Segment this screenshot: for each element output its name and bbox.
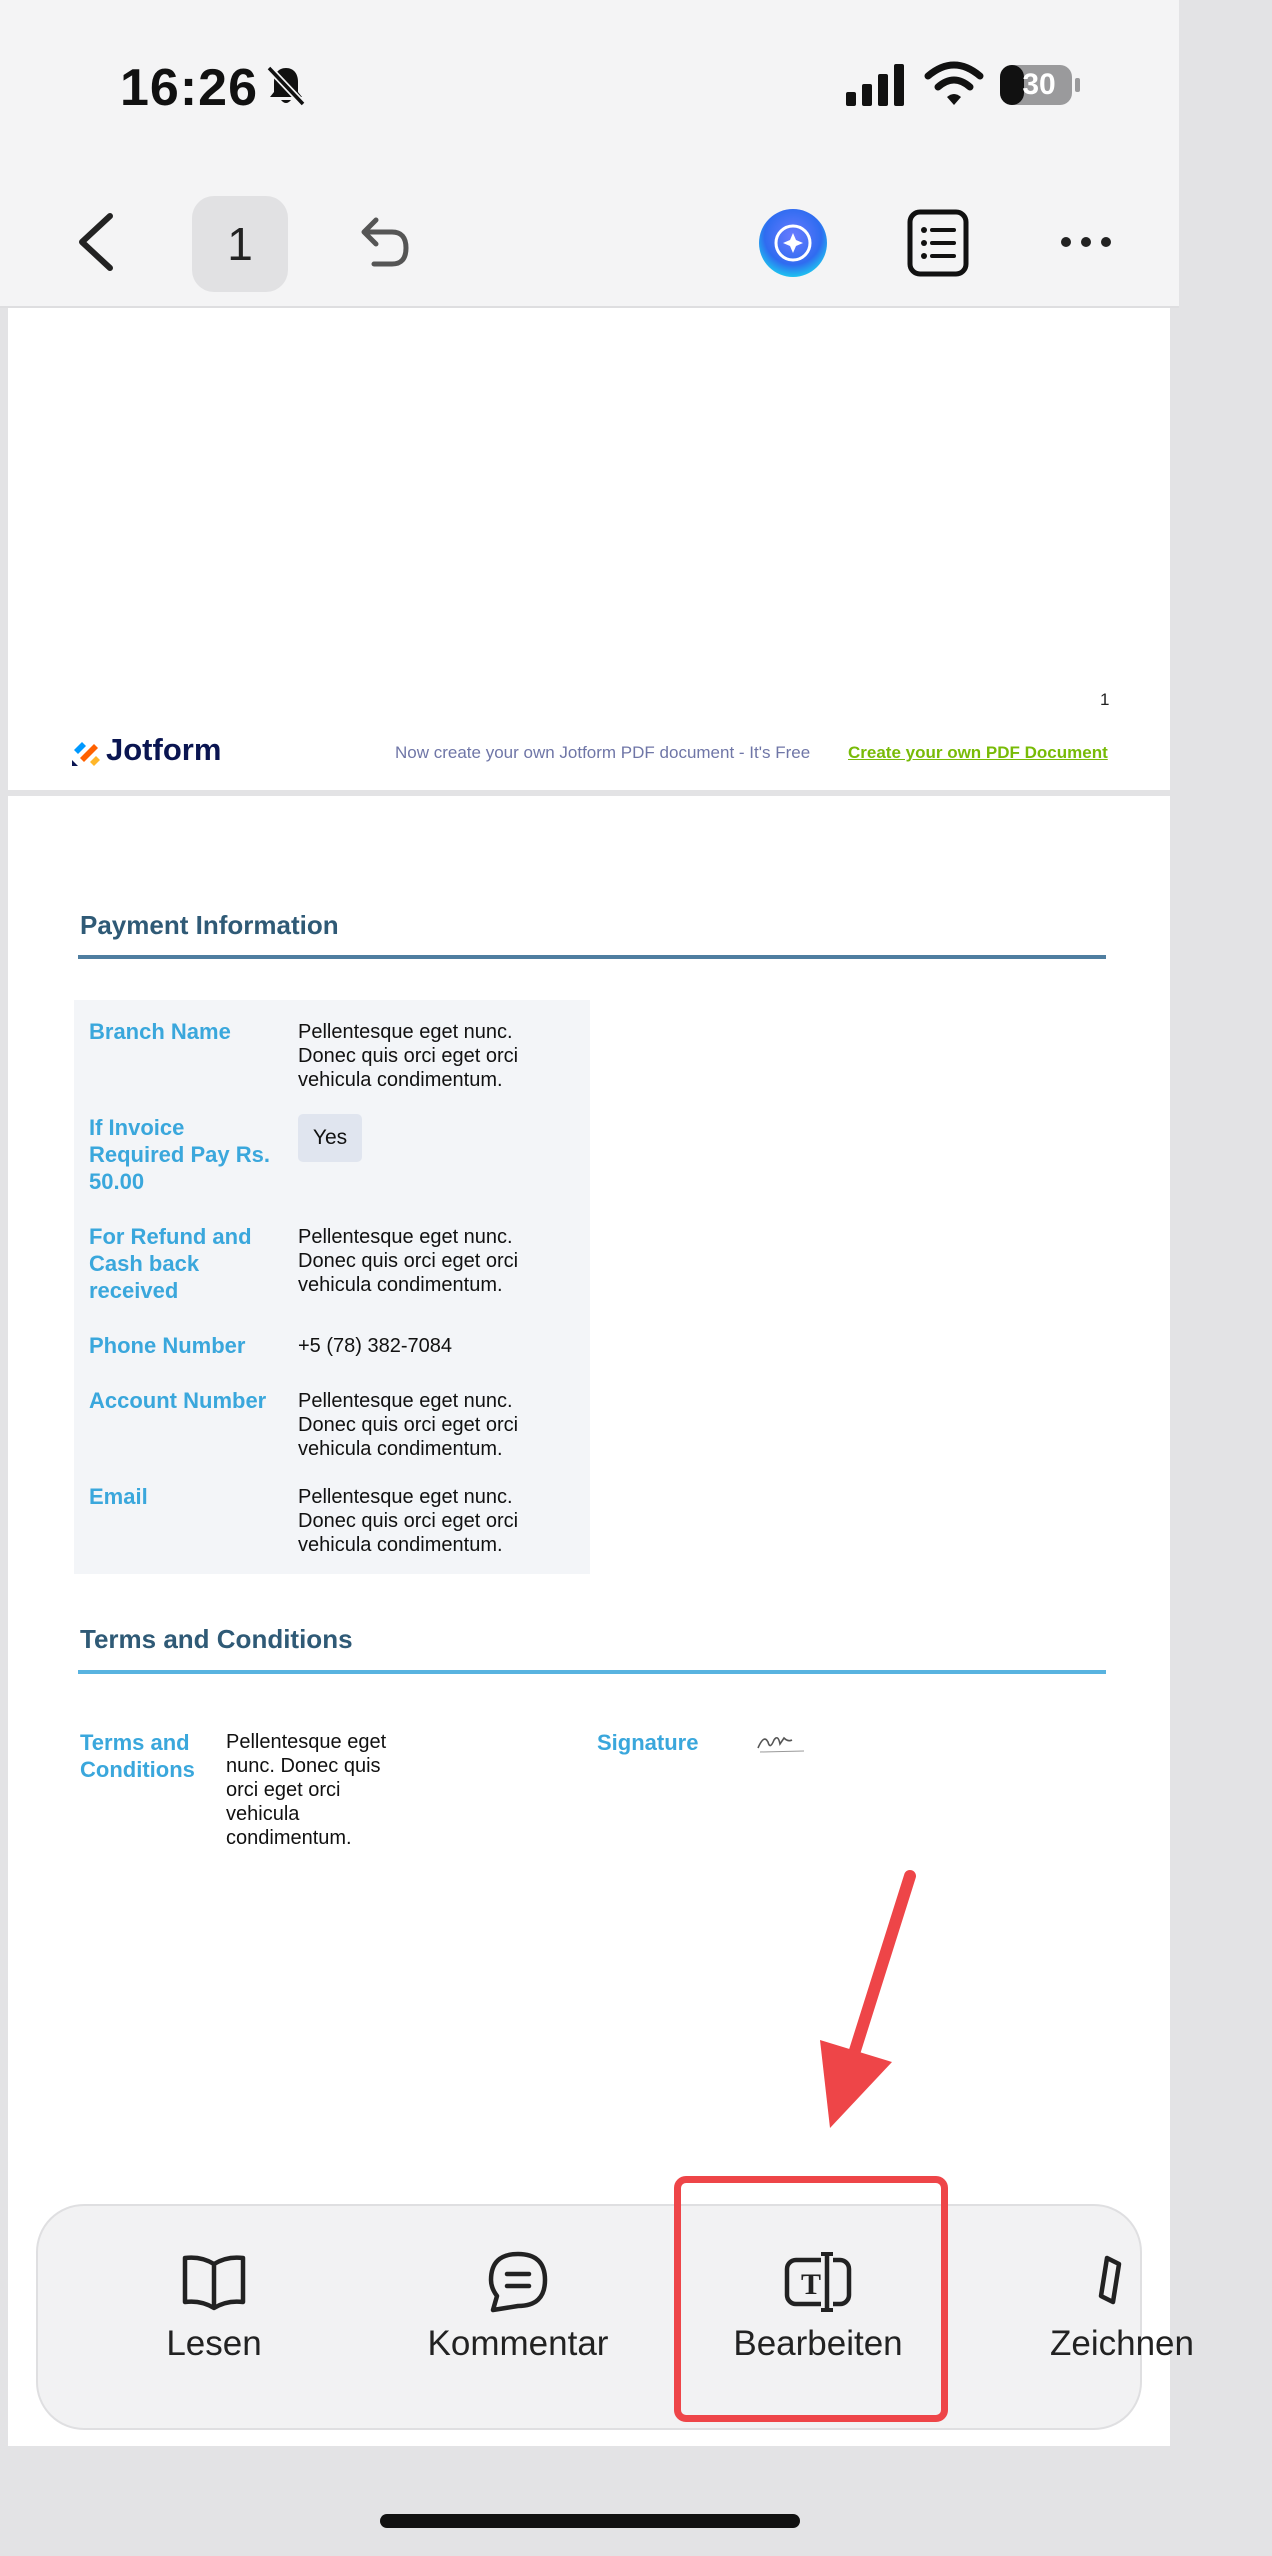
toolbar-comment-label: Kommentar — [427, 2324, 609, 2363]
field-value-branch-name: Pellentesque eget nunc. Donec quis orci eget orci vehicula condimentum. — [298, 1021, 519, 1091]
field-value-email: Pellentesque eget nunc. Donec quis orci eget orci vehicula condimentum. — [298, 1486, 519, 1556]
toolbar-draw[interactable] — [972, 2206, 1272, 2432]
outline-list-icon[interactable] — [906, 208, 970, 278]
signature-image — [754, 1730, 810, 1756]
field-value-phone: +5 (78) 382-7084 — [298, 1335, 453, 1357]
back-chevron-icon[interactable] — [70, 210, 120, 274]
comment-icon — [483, 2250, 553, 2314]
top-bar — [0, 0, 1179, 308]
toolbar-read[interactable] — [64, 2206, 364, 2432]
field-value-account: Pellentesque eget nunc. Donec quis orci eget orci vehicula condimentum. — [298, 1390, 519, 1460]
toolbar-comment[interactable] — [368, 2206, 668, 2432]
jotform-brand: Jotform — [106, 732, 222, 767]
field-label-refund: For Refund and Cash back received — [89, 1224, 252, 1303]
toolbar-read-label: Lesen — [166, 2324, 262, 2363]
home-indicator[interactable] — [380, 2514, 800, 2528]
field-label-account: Account Number — [89, 1388, 267, 1413]
bottom-toolbar — [36, 2204, 1194, 2430]
cellular-signal-icon — [846, 62, 906, 108]
payment-section-divider — [78, 955, 1106, 959]
page-number-label: 1 — [1100, 690, 1110, 709]
toolbar-draw-label: Zeichnen — [1050, 2324, 1194, 2363]
document-page-1 — [8, 308, 1170, 790]
page-number-button[interactable]: 1 — [192, 196, 288, 292]
field-label-phone: Phone Number — [89, 1333, 246, 1358]
highlight-box-annotation — [674, 2176, 948, 2422]
terms-value: Pellentesque eget nunc. Donec quis orci eget orci vehicula condimentum. — [226, 1731, 387, 1849]
draw-icon — [1087, 2250, 1157, 2314]
bell-muted-icon — [265, 64, 307, 108]
invoice-yes-chip: Yes — [298, 1114, 362, 1162]
toolbar-edit-label: Bearbeiten — [733, 2324, 903, 2363]
undo-icon[interactable] — [352, 212, 410, 272]
terms-section-title: Terms and Conditions — [80, 1624, 353, 1654]
ai-assistant-icon[interactable] — [756, 206, 830, 280]
terms-label: Terms and Conditions — [80, 1730, 195, 1782]
svg-text:T: T — [801, 2268, 822, 2301]
field-label-email: Email — [89, 1484, 148, 1509]
jotform-cta-text: Now create your own Jotform PDF document - It's Free — [395, 743, 811, 762]
wifi-icon — [924, 60, 984, 108]
field-label-invoice: If Invoice Required Pay Rs. 50.00 — [89, 1115, 270, 1194]
signature-label: Signature — [597, 1730, 699, 1755]
payment-section-title: Payment Information — [80, 910, 339, 940]
red-arrow-annotation — [810, 1870, 920, 2130]
battery-level: 30 — [1022, 68, 1056, 101]
create-pdf-link[interactable]: Create your own PDF Document — [848, 743, 1108, 762]
status-time: 16:26 — [120, 59, 258, 117]
terms-section-divider — [78, 1670, 1106, 1674]
field-label-branch-name: Branch Name — [89, 1019, 231, 1044]
jotform-logo-icon — [70, 736, 110, 768]
field-value-refund: Pellentesque eget nunc. Donec quis orci eget orci vehicula condimentum. — [298, 1226, 519, 1296]
more-options-icon[interactable] — [1058, 232, 1114, 252]
book-icon — [179, 2250, 249, 2314]
